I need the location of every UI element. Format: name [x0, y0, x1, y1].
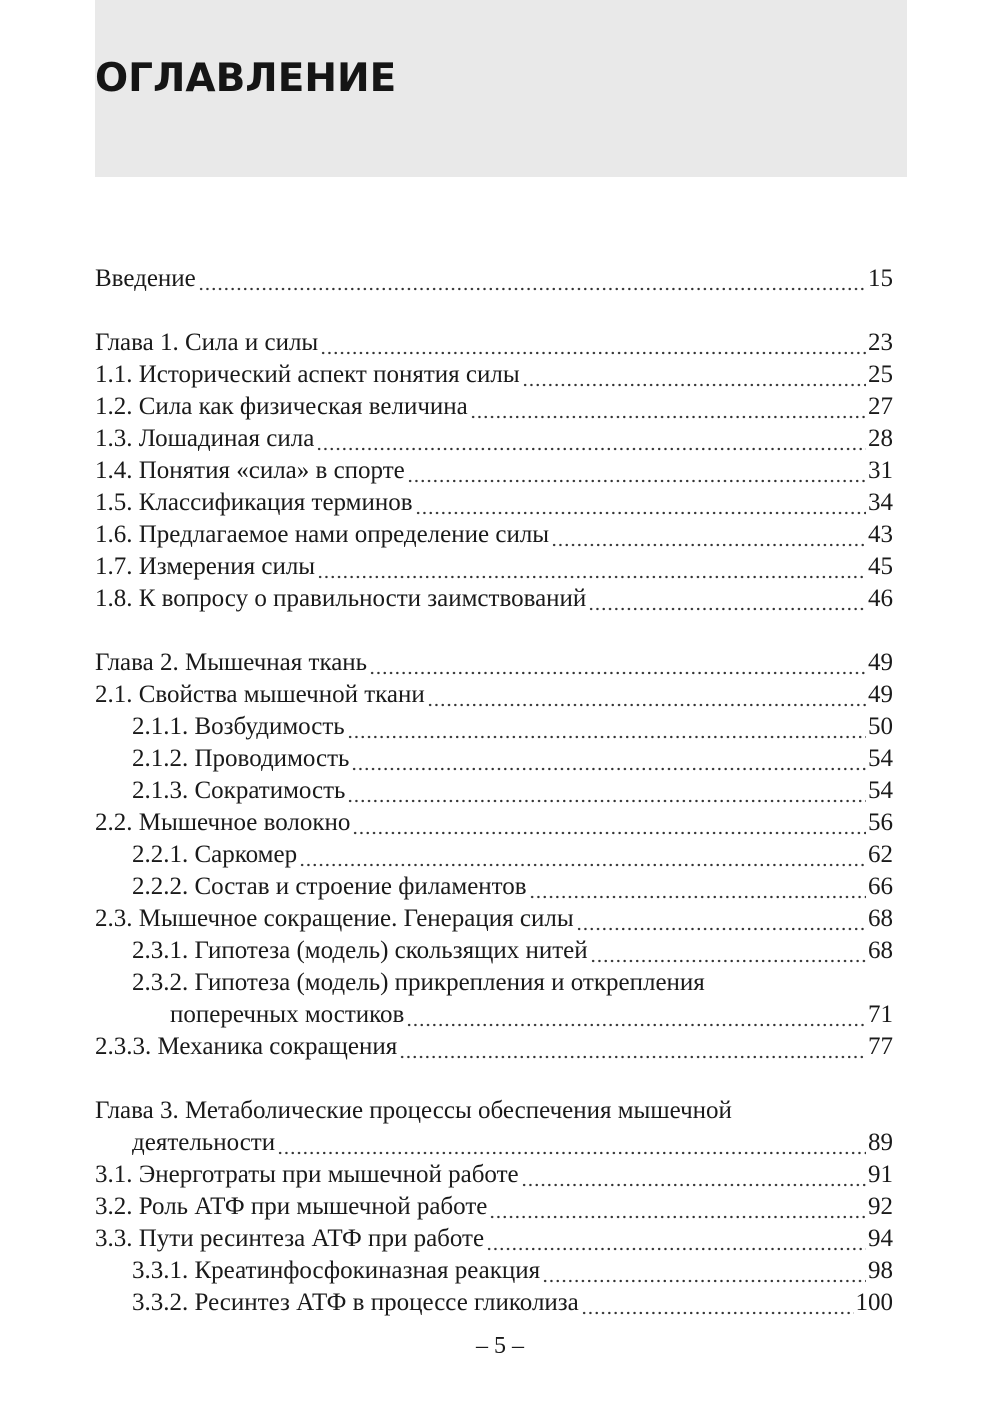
- toc-entry[interactable]: [95, 519, 893, 551]
- toc-entry-page: 94: [868, 1225, 893, 1252]
- dot-leader: [351, 743, 866, 775]
- toc-entry-title: 2.1.2. Проводимость: [132, 745, 350, 772]
- toc-entry-page: 56: [868, 809, 893, 836]
- toc-entry-page: 15: [868, 265, 893, 292]
- toc-entry-title: Глава 1. Сила и силы: [95, 329, 319, 356]
- toc-entry[interactable]: [95, 423, 893, 455]
- toc-entry-page: 31: [868, 457, 893, 484]
- toc-entry-title: 3.3.1. Креатинфосфокиназная реакция: [132, 1257, 541, 1284]
- toc-entry-title: 2.3.2. Гипотеза (модель) прикрепления и открепления: [132, 969, 705, 996]
- toc-entry-page: 68: [868, 937, 893, 964]
- toc-entry-page: 54: [868, 777, 893, 804]
- dot-leader: [588, 583, 866, 615]
- dot-leader: [590, 935, 866, 967]
- toc-entry-page: 27: [868, 393, 893, 420]
- toc-entry-title: 1.3. Лошадиная сила: [95, 425, 315, 452]
- toc-entry-title: 2.2. Мышечное волокно: [95, 809, 351, 836]
- toc-entry-title: 1.8. К вопросу о правильности заимствований: [95, 585, 587, 612]
- dot-leader: [299, 839, 866, 871]
- dot-leader: [521, 1159, 866, 1191]
- dot-leader: [529, 871, 866, 903]
- toc-entry[interactable]: [95, 1127, 893, 1159]
- toc-entry-page: 49: [868, 649, 893, 676]
- dot-leader: [489, 1191, 866, 1223]
- page-title: ОГЛАВЛЕНИЕ: [95, 56, 397, 101]
- toc-section: [95, 327, 893, 615]
- dot-leader: [406, 999, 866, 1031]
- toc-entry-title: 2.2.1. Саркомер: [132, 841, 298, 868]
- toc-entry[interactable]: [95, 1159, 893, 1191]
- toc-entry-page: 28: [868, 425, 893, 452]
- toc-entry-title: 2.1.3. Сократимость: [132, 777, 346, 804]
- toc-entry[interactable]: [95, 487, 893, 519]
- table-of-contents: [95, 263, 893, 1351]
- toc-entry-title: 1.4. Понятия «сила» в спорте: [95, 457, 405, 484]
- toc-entry-title: 2.2.2. Состав и строение филаментов: [132, 873, 527, 900]
- toc-entry[interactable]: [95, 1287, 893, 1319]
- dot-leader: [316, 423, 866, 455]
- toc-entry[interactable]: [95, 359, 893, 391]
- toc-entry[interactable]: [95, 839, 893, 871]
- dot-leader: [399, 1031, 866, 1063]
- toc-entry-page: 25: [868, 361, 893, 388]
- toc-entry-title: 2.1. Свойства мышечной ткани: [95, 681, 425, 708]
- toc-entry-title: 1.1. Исторический аспект понятия силы: [95, 361, 520, 388]
- toc-entry[interactable]: [95, 1191, 893, 1223]
- dot-leader: [317, 551, 866, 583]
- toc-entry-page: 45: [868, 553, 893, 580]
- toc-entry-title: 2.3.1. Гипотеза (модель) скользящих нитей: [132, 937, 588, 964]
- dot-leader: [576, 903, 866, 935]
- dot-leader: [470, 391, 866, 423]
- dot-leader: [581, 1287, 854, 1319]
- toc-entry-page: 43: [868, 521, 893, 548]
- dot-leader: [542, 1255, 866, 1287]
- toc-entry-title: Глава 3. Метаболические процессы обеспечения мышечной: [95, 1097, 732, 1124]
- toc-entry-title: 2.3. Мышечное сокращение. Генерация силы: [95, 905, 574, 932]
- toc-entry[interactable]: [95, 455, 893, 487]
- toc-entry-title: 2.3.3. Механика сокращения: [95, 1033, 398, 1060]
- dot-leader: [415, 487, 866, 519]
- dot-leader: [277, 1127, 866, 1159]
- toc-entry-page: 54: [868, 745, 893, 772]
- toc-entry-page: 49: [868, 681, 893, 708]
- toc-entry[interactable]: [95, 743, 893, 775]
- toc-entry-title: поперечных мостиков: [170, 1001, 405, 1028]
- toc-entry-page: 23: [868, 329, 893, 356]
- toc-entry[interactable]: [95, 583, 893, 615]
- toc-entry-title: 1.2. Сила как физическая величина: [95, 393, 468, 420]
- toc-entry-page: 68: [868, 905, 893, 932]
- toc-entry-page: 91: [868, 1161, 893, 1188]
- toc-section: [95, 647, 893, 1063]
- toc-entry[interactable]: [95, 903, 893, 935]
- toc-entry[interactable]: [95, 551, 893, 583]
- toc-entry[interactable]: [95, 263, 893, 295]
- toc-entry[interactable]: [95, 391, 893, 423]
- toc-entry[interactable]: [95, 775, 893, 807]
- toc-entry[interactable]: [95, 1255, 893, 1287]
- toc-section: [95, 263, 893, 295]
- dot-leader: [352, 807, 866, 839]
- toc-entry[interactable]: [95, 807, 893, 839]
- toc-entry[interactable]: [95, 871, 893, 903]
- toc-entry-page: 46: [868, 585, 893, 612]
- toc-entry-title: 3.2. Роль АТФ при мышечной работе: [95, 1193, 488, 1220]
- toc-entry-title: 3.3. Пути ресинтеза АТФ при работе: [95, 1225, 485, 1252]
- toc-entry-page: 34: [868, 489, 893, 516]
- dot-leader: [522, 359, 866, 391]
- dot-leader: [486, 1223, 866, 1255]
- toc-entry[interactable]: [95, 327, 893, 359]
- toc-entry-page: 77: [868, 1033, 893, 1060]
- toc-entry[interactable]: [95, 1095, 893, 1127]
- dot-leader: [551, 519, 866, 551]
- toc-entry-title: 1.6. Предлагаемое нами определение силы: [95, 521, 550, 548]
- toc-entry-title: 3.3.2. Ресинтез АТФ в процессе гликолиза: [132, 1289, 579, 1316]
- toc-entry[interactable]: [95, 1223, 893, 1255]
- toc-entry[interactable]: [95, 679, 893, 711]
- dot-leader: [347, 775, 866, 807]
- toc-entry-title: деятельности: [132, 1129, 276, 1156]
- toc-entry-page: 89: [868, 1129, 893, 1156]
- toc-entry[interactable]: [95, 1031, 893, 1063]
- toc-entry-title: 1.7. Измерения силы: [95, 553, 316, 580]
- toc-entry-page: 100: [855, 1289, 893, 1316]
- toc-entry[interactable]: [95, 935, 893, 967]
- toc-entry[interactable]: [95, 711, 893, 743]
- toc-entry-title: Введение: [95, 265, 196, 292]
- dot-leader: [427, 679, 866, 711]
- toc-entry-page: 92: [868, 1193, 893, 1220]
- dot-leader: [369, 647, 866, 679]
- dot-leader: [198, 263, 866, 295]
- toc-entry-page: 71: [868, 1001, 893, 1028]
- toc-entry-title: 1.5. Классификация терминов: [95, 489, 413, 516]
- page-number: – 5 –: [476, 1333, 524, 1359]
- toc-entry-page: 62: [868, 841, 893, 868]
- toc-entry-title: 3.1. Энерготраты при мышечной работе: [95, 1161, 519, 1188]
- toc-entry-page: 66: [868, 873, 893, 900]
- toc-entry-page: 98: [868, 1257, 893, 1284]
- dot-leader: [407, 455, 866, 487]
- toc-entry[interactable]: [95, 999, 893, 1031]
- toc-entry[interactable]: [95, 647, 893, 679]
- toc-entry-title: Глава 2. Мышечная ткань: [95, 649, 368, 676]
- toc-entry[interactable]: [95, 967, 893, 999]
- toc-entry-page: 50: [868, 713, 893, 740]
- dot-leader: [347, 711, 866, 743]
- toc-section: [95, 1095, 893, 1319]
- dot-leader: [320, 327, 866, 359]
- toc-entry-title: 2.1.1. Возбудимость: [132, 713, 345, 740]
